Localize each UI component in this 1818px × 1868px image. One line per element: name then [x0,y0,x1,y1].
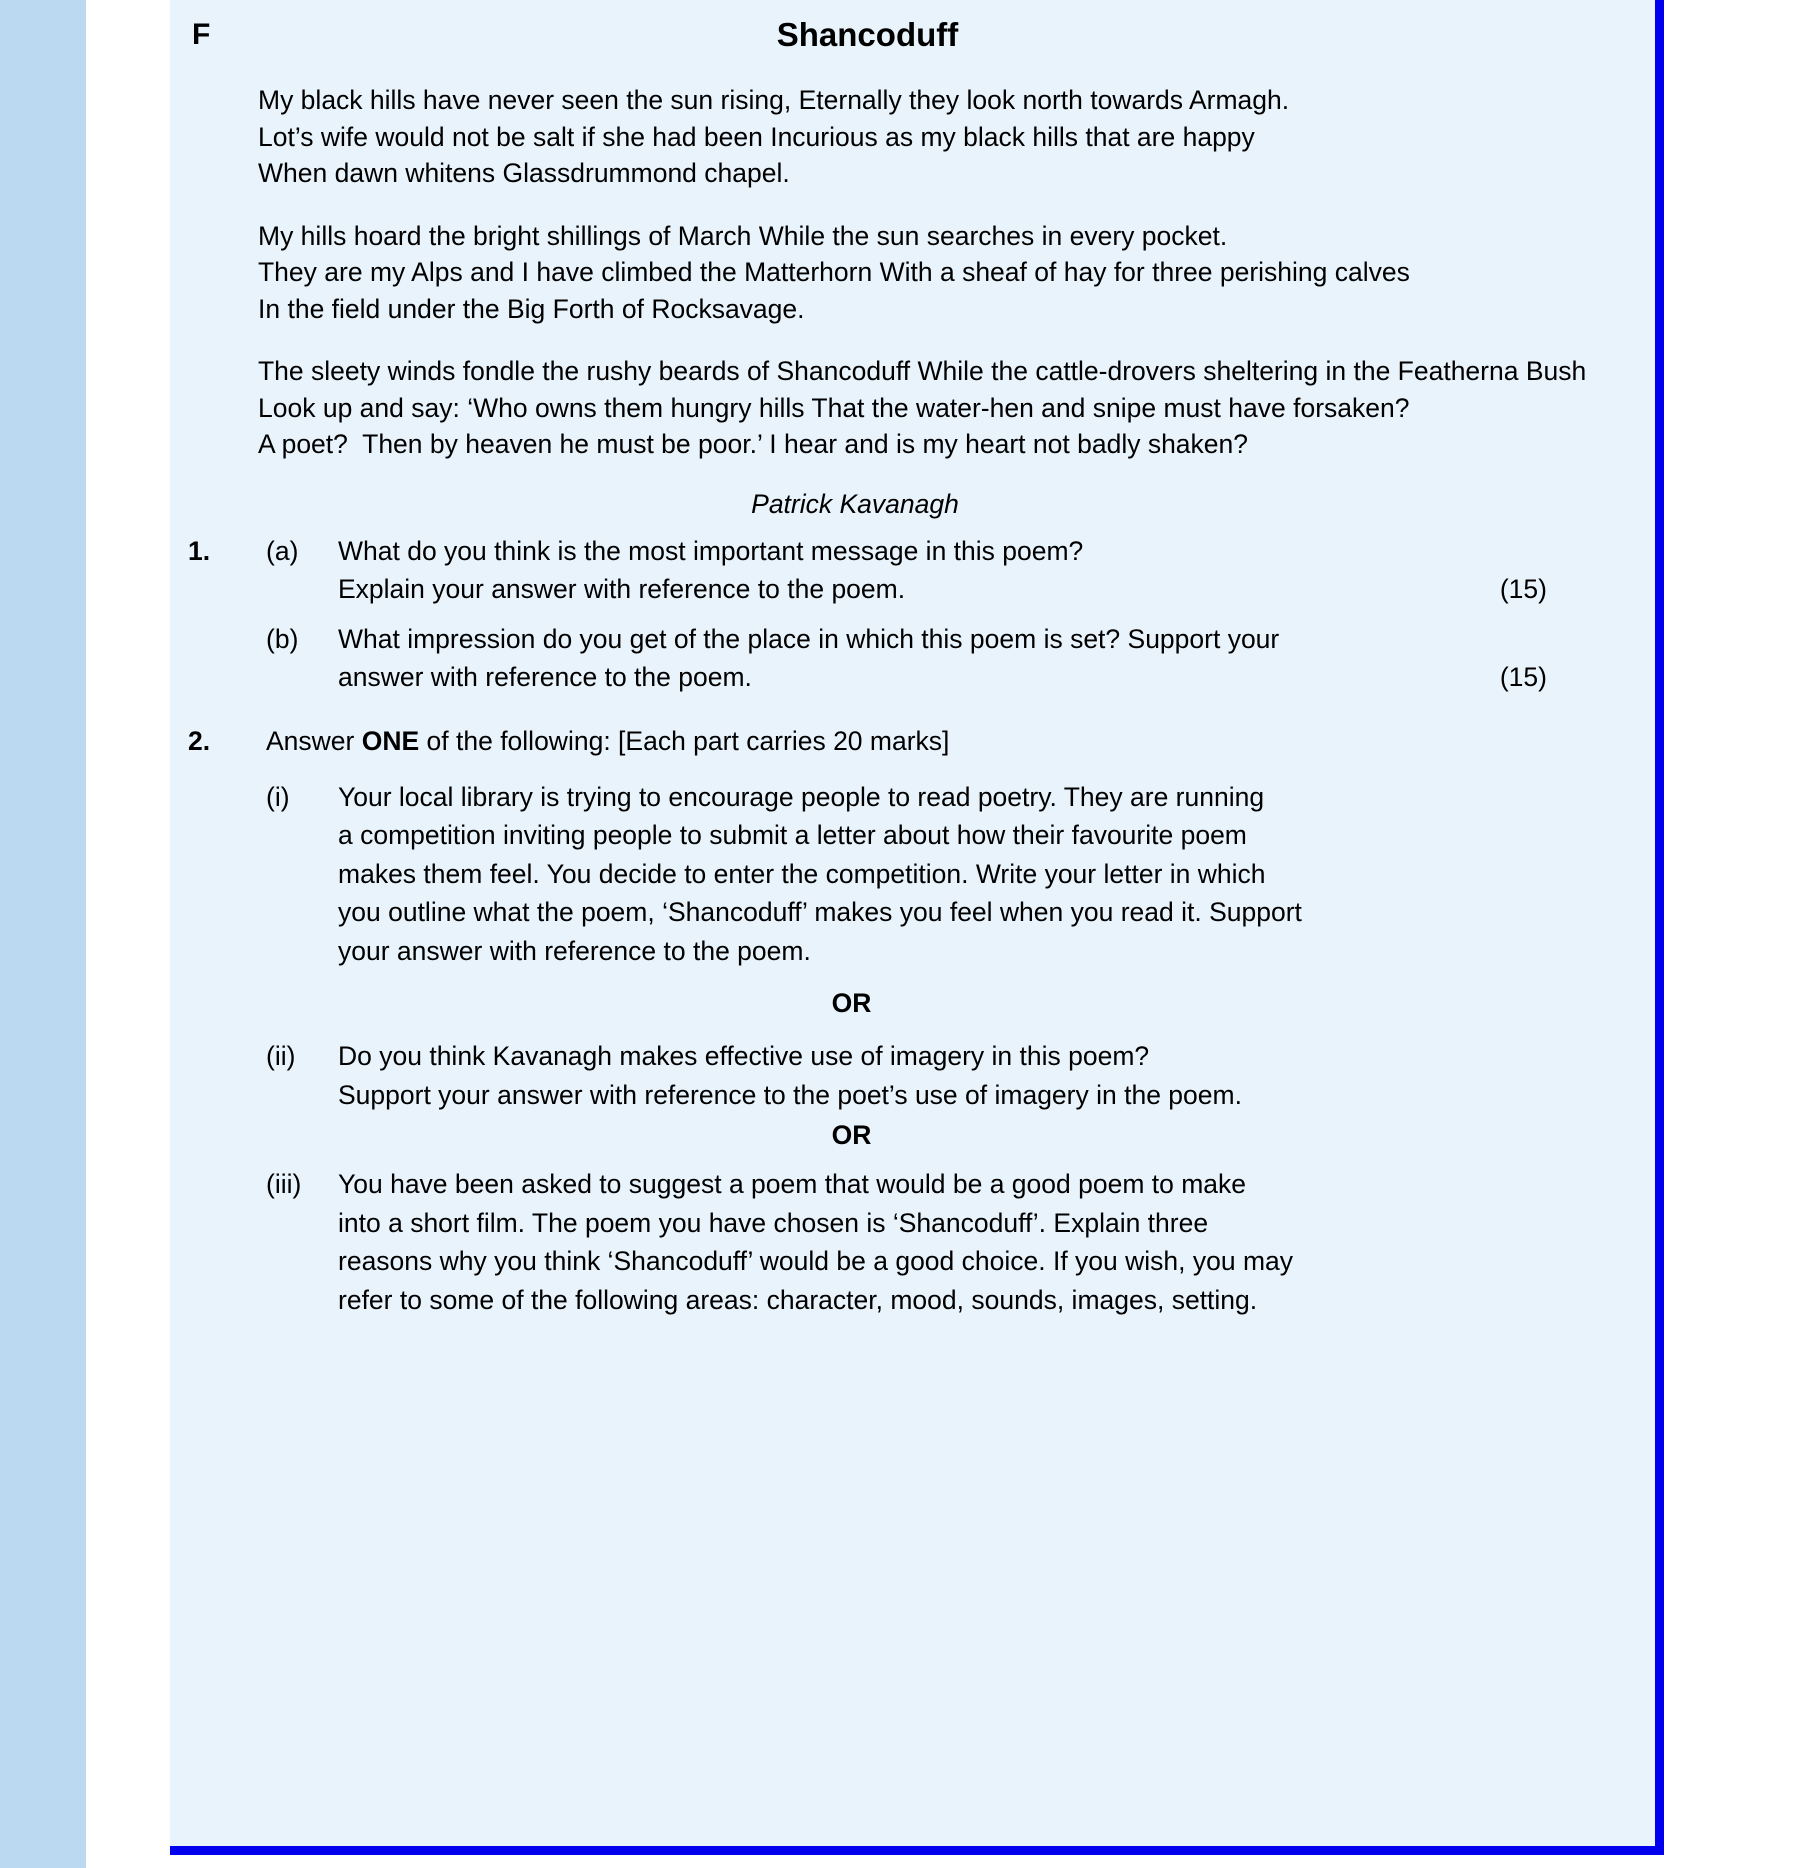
question-2-option-i [188,778,1655,971]
question-number: 2. [188,725,211,756]
or-divider-1: OR [831,988,872,1018]
poem-line: That the water-hen and snipe must have forsaken? [811,392,1410,423]
question-1a [188,532,1655,608]
left-margin-strip [0,0,86,1868]
poem-line: I hear and is my heart not badly shaken? [769,429,1249,459]
poem-line: A poet? Then by heaven he must be poor.’ [258,429,762,459]
poem-line: Look up and say: ‘Who owns them hungry hills [258,392,805,423]
or-divider-2: OR [831,1120,872,1150]
question-line: What impression do you get of the place in which this poem is set? Support your [338,623,1280,654]
question-2-option-ii [188,1037,1655,1114]
option-line: refer to some of the following areas: character, mood, sounds, images, setting. [338,1284,1258,1315]
page-gutter [86,0,170,1868]
question-text [338,620,1655,696]
exam-paper-panel [170,0,1664,1855]
poem-author: Patrick Kavanagh [751,488,959,519]
marks-allocation: (15) [1499,573,1547,604]
intro-before: Answer [266,725,362,756]
poem-line: With a sheaf of hay for three perishing calves [879,257,1410,287]
question-line: What do you think is the most important message in this poem? [338,535,1084,566]
poem-stanza [258,218,1655,328]
option-line: You have been asked to suggest a poem that would be a good poem to make [338,1169,1247,1199]
option-label: (ii) [266,1041,296,1071]
poem-line: Lot’s wife would not be salt if she had been [258,121,763,152]
question-text [338,532,1655,608]
option-line: into a short film. The poem you have chosen is ‘Shancoduff’. Explain three [338,1207,1209,1238]
option-line: you outline what the poem, ‘Shancoduff’ makes you feel when you read it. Support [338,897,1302,927]
question-2-instruction [266,722,949,760]
question-line [338,658,1655,696]
section-letter: F [192,18,211,51]
option-label: (iii) [266,1169,302,1199]
poem-line: Incurious as my black hills that are happy [770,121,1255,152]
question-2-option-iii [188,1165,1655,1319]
questions-section [170,532,1655,1320]
poem-line: While the cattle-drovers sheltering in the Featherna Bush [917,356,1587,386]
marks-allocation: (15) [1499,661,1547,692]
question-line-text: Explain your answer with reference to the poem. [338,573,906,604]
poem-line: In the field under the Big Forth of Rocksavage. [258,293,805,324]
option-line: makes them feel. You decide to enter the competition. Write your letter in which [338,858,1266,889]
page-header [170,8,1655,70]
intro-after: of the following: [Each part carries 20 marks] [419,725,950,756]
poem-line: The sleety winds fondle the rushy beards of Shancoduff [258,356,911,386]
option-line: your answer with reference to the poem. [338,935,811,966]
question-number: 1. [188,535,211,566]
question-part-label: (b) [266,623,299,654]
question-1b [188,620,1655,696]
option-line: Support your answer with reference to the poet’s use of imagery in the poem. [338,1079,1242,1110]
question-2-intro [188,722,1655,760]
question-part-label: (a) [266,535,299,566]
poem-line: My hills hoard the bright shillings of March [258,220,752,251]
question-line-text: answer with reference to the poem. [338,661,752,692]
option-text [338,778,1655,971]
poem-stanza [258,82,1655,192]
option-line: Do you think Kavanagh makes effective use of imagery in this poem? [338,1041,1150,1071]
option-text [338,1165,1655,1319]
poem-line: My black hills have never seen the sun rising, [258,85,792,115]
poem-line: While the sun searches in every pocket. [758,220,1228,251]
option-label: (i) [266,781,290,812]
option-text [338,1037,1655,1114]
option-line: a competition inviting people to submit a letter about how their favourite poem [338,820,1247,850]
page-title: Shancoduff [776,16,959,53]
option-line: Your local library is trying to encourage people to read poetry. They are running [338,781,1265,812]
intro-emphasis: ONE [361,725,420,756]
question-line [338,570,1655,608]
poem-line: They are my Alps and I have climbed the Matterhorn [258,257,873,287]
poem-line: When dawn whitens Glassdrummond chapel. [258,158,790,188]
poem-line: Eternally they look north towards Armagh. [798,85,1290,115]
poem-stanza [258,353,1655,463]
option-line: reasons why you think ‘Shancoduff’ would be a good choice. If you wish, you may [338,1246,1294,1276]
poem-text [170,82,1655,463]
